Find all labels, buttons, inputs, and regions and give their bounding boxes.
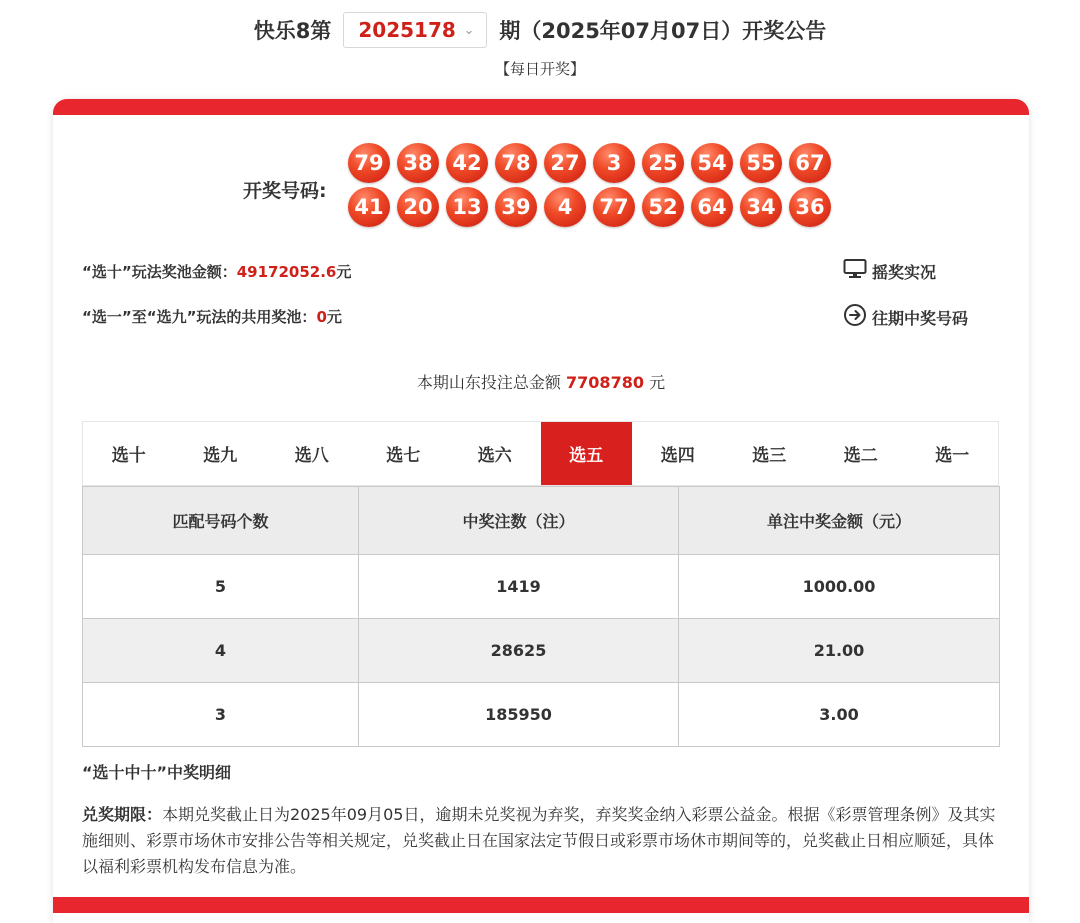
number-ball: 55 — [740, 143, 782, 183]
cell-winning-bets: 185950 — [359, 683, 679, 747]
pool-10-amount: 49172052.6 — [236, 263, 337, 281]
live-draw-label: 摇奖实况 — [872, 262, 937, 282]
pool-10-unit: 元 — [336, 263, 352, 281]
draw-label: 开奖号码: — [243, 180, 327, 202]
history-link[interactable] — [843, 303, 968, 331]
top-prize-detail-title: “选十中十”中奖明细 — [82, 763, 232, 782]
total-bet-amount — [53, 370, 1029, 393]
tab-pick1[interactable]: 选一 — [935, 446, 970, 466]
card-top-bar — [53, 99, 1029, 115]
tab-pick5[interactable]: 选五 — [541, 422, 633, 485]
number-ball: 78 — [495, 143, 537, 183]
play-type-tabs — [82, 421, 999, 486]
table-row — [83, 683, 1000, 747]
live-draw-link[interactable] — [843, 258, 936, 284]
issue-number: 2025178 — [358, 18, 456, 42]
prize-table — [82, 486, 1000, 747]
draw-numbers — [348, 143, 838, 227]
header-winning-bets: 中奖注数（注） — [359, 487, 679, 555]
number-ball: 20 — [397, 187, 439, 227]
table-header-row — [83, 487, 1000, 555]
cell-match-count: 4 — [83, 619, 359, 683]
number-ball: 4 — [544, 187, 586, 227]
claim-deadline-notice — [82, 802, 1002, 880]
tab-pick10[interactable]: 选十 — [111, 446, 146, 466]
number-ball: 38 — [397, 143, 439, 183]
number-ball: 13 — [446, 187, 488, 227]
cell-match-count: 5 — [83, 555, 359, 619]
arrow-circle-icon — [843, 303, 867, 331]
pool-shared-amount: 0 — [316, 308, 327, 326]
issue-select[interactable] — [343, 12, 487, 48]
notice-text: 本期兑奖截止日为2025年09月05日，逾期未兑奖视为弃奖，弃奖奖金纳入彩票公益金。根据《彩票管理条例》及其实施细则、彩票市场休市安排公告等相关规定，兑奖截止日在国家法定节假日或彩票市场休市期间等的，兑奖截止日相应顺延，具体以福利彩票机构发布信息为准。 — [82, 805, 996, 876]
cell-prize-amount: 21.00 — [679, 619, 1000, 683]
number-ball: 52 — [642, 187, 684, 227]
cell-prize-amount: 1000.00 — [679, 555, 1000, 619]
tab-pick7[interactable]: 选七 — [386, 446, 421, 466]
table-row — [83, 619, 1000, 683]
pool-10 — [82, 261, 351, 282]
total-unit: 元 — [649, 373, 666, 392]
header-match-count: 匹配号码个数 — [83, 487, 359, 555]
number-ball: 36 — [789, 187, 831, 227]
cell-winning-bets: 28625 — [359, 619, 679, 683]
chevron-down-icon: ⌄ — [463, 22, 475, 38]
table-row — [83, 555, 1000, 619]
monitor-icon — [843, 258, 867, 284]
page-subtitle: 【每日开奖】 — [494, 60, 585, 78]
number-ball: 67 — [789, 143, 831, 183]
tab-pick4[interactable]: 选四 — [660, 446, 695, 466]
tab-pick2[interactable]: 选二 — [843, 446, 878, 466]
number-ball: 41 — [348, 187, 390, 227]
cell-winning-bets: 1419 — [359, 555, 679, 619]
result-card — [53, 99, 1029, 923]
number-ball: 79 — [348, 143, 390, 183]
title-prefix: 快乐8第 — [253, 19, 332, 43]
total-amount: 7708780 — [566, 373, 644, 392]
cell-prize-amount: 3.00 — [679, 683, 1000, 747]
pool-shared-label: “选一”至“选九”玩法的共用奖池： — [82, 308, 317, 326]
title-suffix: 期（2025年07月07日）开奖公告 — [499, 19, 827, 43]
total-label: 本期山东投注总金额 — [416, 373, 561, 392]
number-ball: 34 — [740, 187, 782, 227]
tab-pick3[interactable]: 选三 — [752, 446, 787, 466]
history-label: 往期中奖号码 — [872, 308, 969, 328]
number-ball: 42 — [446, 143, 488, 183]
card-bottom-bar — [53, 897, 1029, 913]
number-ball: 64 — [691, 187, 733, 227]
notice-label: 兑奖期限： — [82, 805, 163, 824]
pool-shared — [82, 306, 342, 327]
tab-pick9[interactable]: 选九 — [203, 446, 238, 466]
number-ball: 54 — [691, 143, 733, 183]
number-ball: 77 — [593, 187, 635, 227]
number-ball: 27 — [544, 143, 586, 183]
pool-10-label: “选十”玩法奖池金额： — [82, 263, 237, 281]
tab-pick8[interactable]: 选八 — [294, 446, 329, 466]
number-ball: 25 — [642, 143, 684, 183]
cell-match-count: 3 — [83, 683, 359, 747]
number-ball: 39 — [495, 187, 537, 227]
pool-shared-unit: 元 — [326, 308, 342, 326]
header-prize-amount: 单注中奖金额（元） — [679, 487, 1000, 555]
tab-pick6[interactable]: 选六 — [477, 446, 512, 466]
page-title — [0, 10, 1080, 50]
number-ball: 3 — [593, 143, 635, 183]
